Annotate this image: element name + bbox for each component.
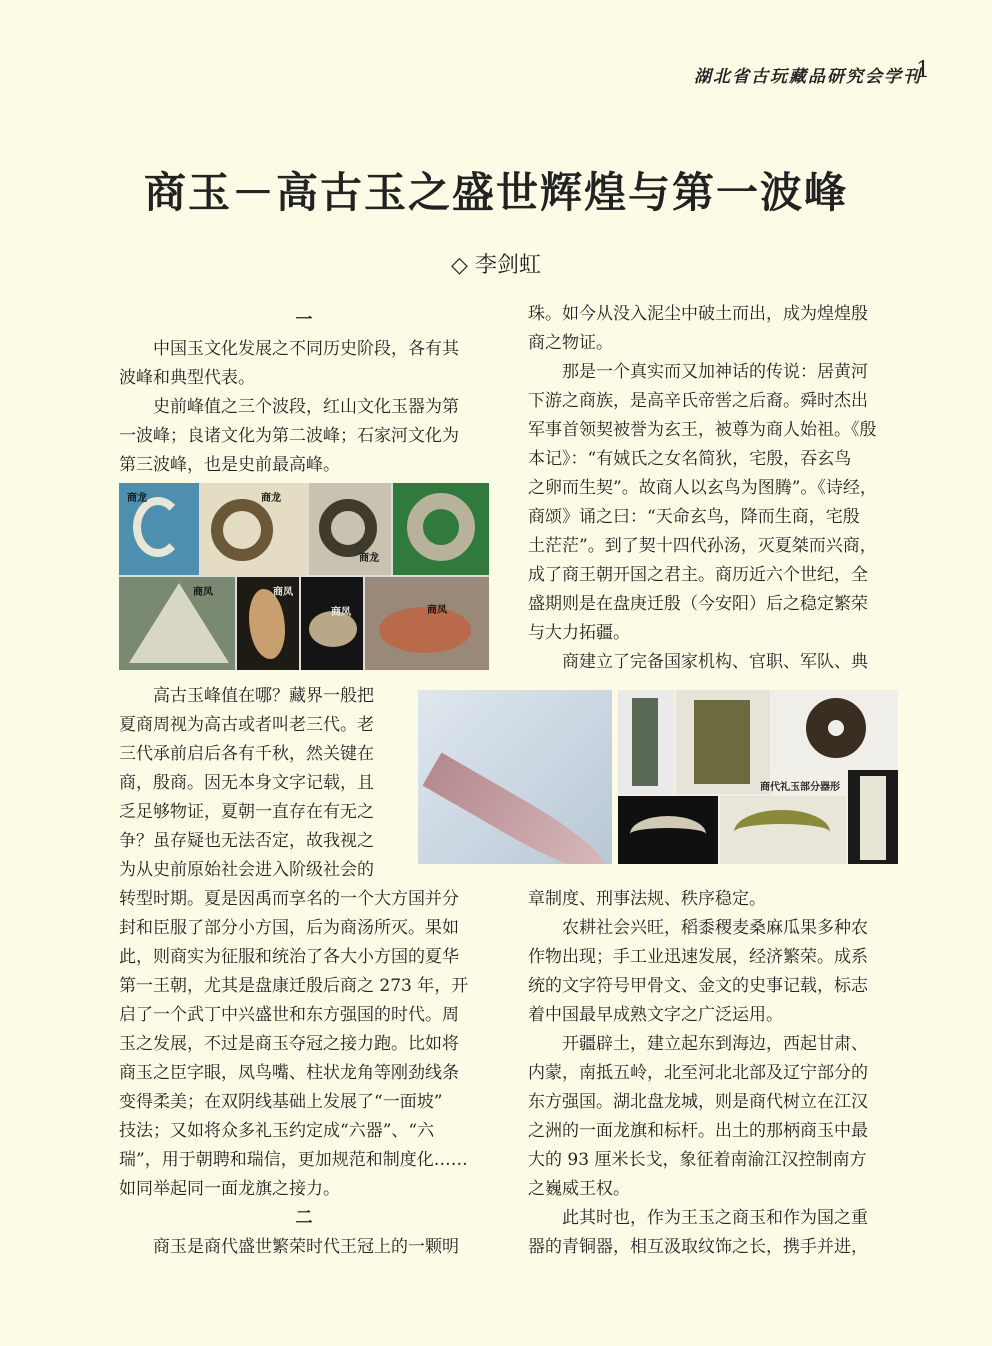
jade-dragon-phoenix-collage bbox=[119, 483, 489, 670]
paragraph-line: 之洲的一面龙旗和标杆。出土的那柄商玉中最 bbox=[528, 1121, 868, 1141]
tile-label: 商龙 bbox=[359, 553, 379, 564]
paragraph-line: 此，则商实为征服和统治了各大小方国的夏华 bbox=[119, 947, 459, 967]
right-column-top bbox=[528, 300, 898, 677]
paragraph-line: 史前峰值之三个波段，红山文化玉器为第 bbox=[153, 397, 459, 417]
paragraph-line: 之卵而生契”。故商人以玄鸟为图腾”。《诗经， bbox=[528, 478, 877, 498]
paragraph-line: 与大力拓疆。 bbox=[528, 623, 630, 643]
paragraph-line: 大的 93 厘米长戈，象征着南渝江汉控制南方 bbox=[528, 1150, 867, 1170]
paragraph-line: 夏商周视为高古或者叫老三代。老 bbox=[119, 715, 374, 735]
article-title: 商玉－高古玉之盛世辉煌与第一波峰 bbox=[143, 168, 848, 217]
paragraph-line: 商颂》诵之曰：“天命玄鸟，降而生商，宅殷 bbox=[528, 507, 860, 527]
paragraph-line: 作物出现；手工业迅速发展，经济繁荣。成系 bbox=[528, 947, 868, 967]
paragraph-line: 技法；又如将众多礼玉约定成“六器”、“六 bbox=[119, 1121, 435, 1141]
paragraph-line: 商之物证。 bbox=[528, 333, 613, 353]
jade-tile bbox=[301, 577, 363, 670]
jade-tablet bbox=[860, 776, 886, 860]
paragraph-line: 成了商王朝开国之君主。商历近六个世纪，全 bbox=[528, 565, 868, 585]
tile-label: 商凤 bbox=[193, 587, 213, 598]
paragraph-line: 如同举起同一面龙旗之接力。 bbox=[119, 1179, 340, 1199]
section-heading-2: 二 bbox=[295, 1208, 313, 1228]
paragraph-line: 高古玉峰值在哪？藏界一般把 bbox=[153, 686, 374, 706]
jade-cong bbox=[632, 698, 658, 786]
paragraph-line: 争？虽存疑也无法否定，故我视之 bbox=[119, 831, 374, 851]
jade-blade bbox=[423, 753, 613, 864]
jade-phoenix bbox=[379, 607, 471, 653]
paragraph-line: 着中国最早成熟文字之广泛运用。 bbox=[528, 1005, 783, 1025]
tile-label: 商凤 bbox=[273, 587, 293, 598]
paragraph-line: 一波峰；良诸文化为第二波峰；石家河文化为 bbox=[119, 426, 459, 446]
tile-label: 商龙 bbox=[127, 493, 147, 504]
paragraph-line: 本记》：“有娀氏之女名简狄，宅殷，吞玄鸟 bbox=[528, 449, 852, 469]
jade-cong bbox=[694, 700, 750, 784]
jade-bi-disc bbox=[806, 698, 866, 758]
jade-tile bbox=[772, 690, 898, 768]
tile-label: 商龙 bbox=[261, 493, 281, 504]
jade-tile bbox=[848, 770, 898, 864]
jade-ring bbox=[407, 493, 475, 561]
jade-tile bbox=[720, 796, 846, 864]
paragraph-line: 商，殷商。因无本身文字记载，且 bbox=[119, 773, 374, 793]
paragraph-line: 波峰和典型代表。 bbox=[119, 368, 255, 388]
jade-huang bbox=[734, 810, 830, 854]
paragraph-line: 转型时期。夏是因禹而享名的一个大方国并分 bbox=[119, 889, 459, 909]
jade-huang bbox=[630, 816, 706, 852]
jade-tile bbox=[676, 690, 770, 794]
paragraph-line: 器的青铜器，相互汲取纹饰之长，携手并进， bbox=[528, 1237, 868, 1257]
page-number: 1 bbox=[916, 58, 930, 83]
paragraph-line: 封和臣服了部分小方国，后为商汤所灭。果如 bbox=[119, 918, 459, 938]
paragraph-line: 瑞”，用于朝聘和瑞信，更加规范和制度化…… bbox=[119, 1150, 468, 1170]
paragraph-line: 农耕社会兴旺，稻黍稷麦桑麻瓜果多种农 bbox=[562, 918, 868, 938]
tile-label: 商凤 bbox=[427, 605, 447, 616]
paragraph-line: 下游之商族，是高辛氏帝喾之后裔。舜时杰出 bbox=[528, 391, 868, 411]
jade-ge-blade-image bbox=[418, 690, 612, 864]
paragraph-line: 统的文字符号甲骨文、金文的史事记载，标志 bbox=[528, 976, 868, 996]
jade-triangle bbox=[129, 583, 229, 663]
paragraph-line: 为从史前原始社会进入阶级社会的 bbox=[119, 860, 374, 880]
paragraph-line: 商玉之臣字眼，凤鸟嘴、柱状龙角等刚劲线条 bbox=[119, 1063, 459, 1083]
paragraph-line: 第三波峰，也是史前最高峰。 bbox=[119, 455, 340, 475]
paragraph-line: 东方强国。湖北盘龙城，则是商代树立在江汉 bbox=[528, 1092, 868, 1112]
paragraph-line: 变得柔美；在双阴线基础上发展了“一面坡” bbox=[119, 1092, 443, 1112]
paragraph-line: 玉之发展，不过是商玉夺冠之接力跑。比如将 bbox=[119, 1034, 459, 1054]
paragraph-line: 启了一个武丁中兴盛世和东方强国的时代。周 bbox=[119, 1005, 459, 1025]
paragraph-line: 军事首领契被誉为玄王，被尊为商人始祖。《殷 bbox=[528, 420, 877, 440]
jade-tile bbox=[618, 796, 718, 864]
paragraph-line: 第一王朝，尤其是盘康迁殷后商之 273 年，开 bbox=[119, 976, 469, 996]
article-author: ◇ 李剑虹 bbox=[451, 253, 541, 278]
jade-ring bbox=[211, 499, 273, 561]
ritual-jade-collage bbox=[618, 690, 898, 864]
jade-tile bbox=[119, 577, 235, 670]
jade-tile bbox=[365, 577, 489, 670]
paragraph-line: 三代承前启后各有千秋，然关键在 bbox=[119, 744, 374, 764]
paragraph-line: 中国玉文化发展之不同历史阶段，各有其 bbox=[153, 339, 459, 359]
left-column-bottom bbox=[119, 885, 489, 1262]
jade-tile bbox=[393, 483, 489, 575]
tile-label: 商凤 bbox=[331, 607, 351, 618]
paragraph-line: 之巍威王权。 bbox=[528, 1179, 630, 1199]
paragraph-line: 珠。如今从没入泥尘中破土而出，成为煌煌殷 bbox=[528, 304, 868, 324]
paragraph-line: 内蒙，南抵五岭，北至河北北部及辽宁部分的 bbox=[528, 1063, 868, 1083]
paragraph-line: 盛期则是在盘庚迁殷（今安阳）后之稳定繁荣 bbox=[528, 594, 868, 614]
left-column-top bbox=[119, 306, 489, 480]
paragraph-line: 乏足够物证，夏朝一直存在有无之 bbox=[119, 802, 374, 822]
jade-tile bbox=[201, 483, 307, 575]
paragraph-line: 土茫茫”。到了契十四代孙汤，灭夏桀而兴商， bbox=[528, 536, 877, 556]
paragraph-line: 开疆辟土，建立起东到海边，西起甘肃、 bbox=[562, 1034, 868, 1054]
jade-tile bbox=[309, 483, 391, 575]
paragraph-line: 商建立了完备国家机构、官职、军队、典 bbox=[562, 652, 868, 672]
section-heading-1: 一 bbox=[295, 310, 313, 330]
paragraph-line: 章制度、刑事法规、秩序稳定。 bbox=[528, 889, 766, 909]
jade-ring bbox=[133, 497, 183, 557]
left-column-wrapped bbox=[119, 682, 411, 885]
paragraph-line: 那是一个真实而又加神话的传说：居黄河 bbox=[562, 362, 868, 382]
jade-tile bbox=[237, 577, 299, 670]
right-column-bottom bbox=[528, 885, 898, 1262]
jade-phoenix bbox=[249, 589, 285, 659]
paragraph-line: 商玉是商代盛世繁荣时代王冠上的一颗明 bbox=[153, 1237, 459, 1257]
collage-caption: 商代礼玉部分器形 bbox=[760, 782, 840, 793]
journal-header bbox=[694, 62, 922, 87]
jade-tile bbox=[618, 690, 674, 794]
jade-tile bbox=[119, 483, 199, 575]
paragraph-line: 此其时也，作为王玉之商玉和作为国之重 bbox=[562, 1208, 868, 1228]
journal-name: 湖北省古玩藏品研究会学刊 bbox=[694, 67, 922, 87]
